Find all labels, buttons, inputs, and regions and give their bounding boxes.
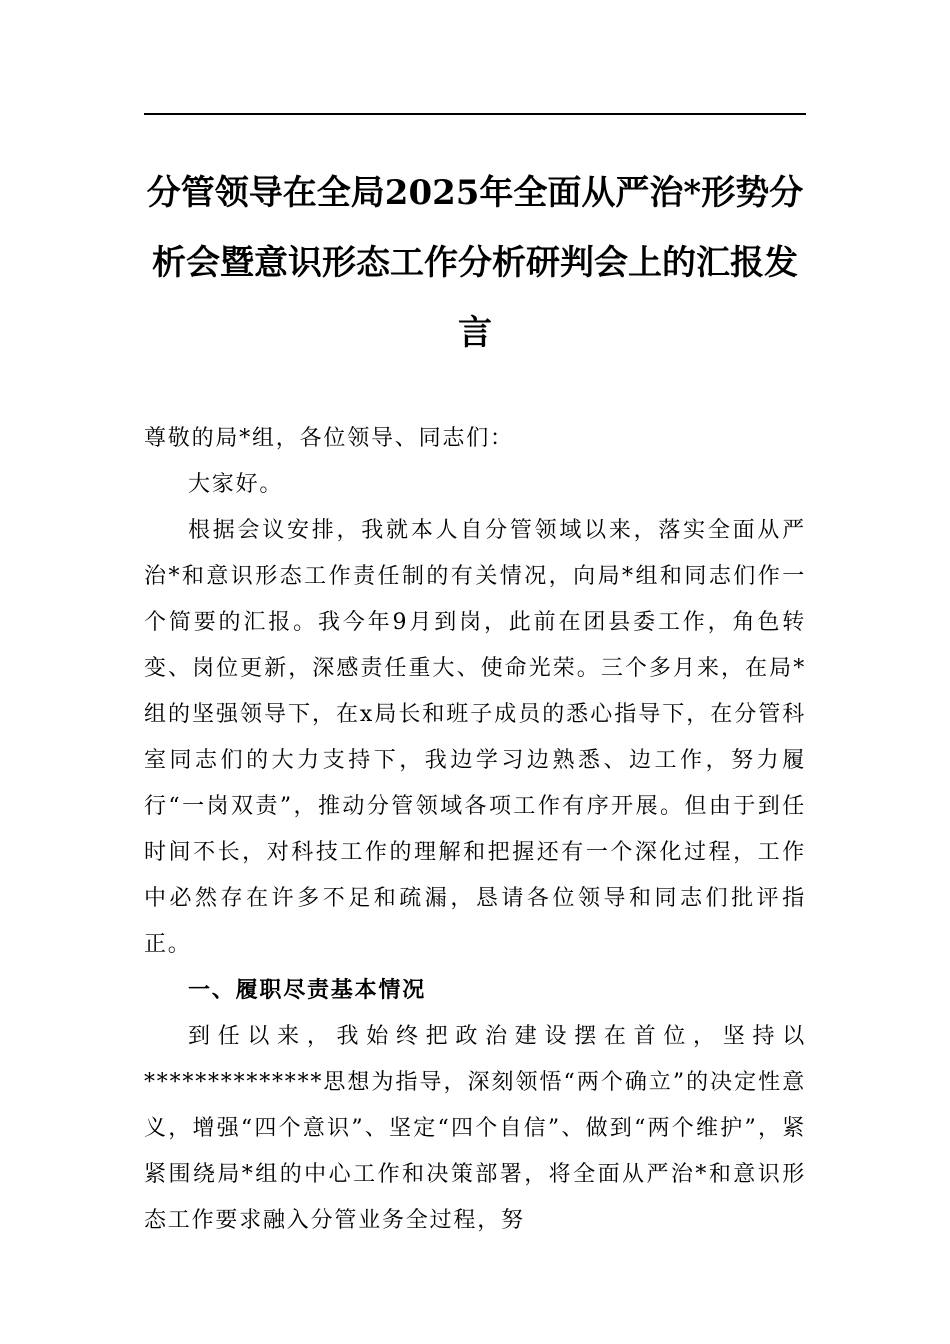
section-heading-1: 一、履职尽责基本情况 [188, 978, 427, 1003]
header-rule [144, 113, 806, 115]
paragraph-intro: 根据会议安排，我就本人自分管领域以来，落实全面从严治*和意识形态工作责任制的有关情况，向局*组和同志们作一个简要的汇报。我今年9月到岗，此前在团县委工作，角色转变、岗位更新，深感责任重大、使命光荣。三个多月来，在局*组的坚强领导下，在x局长和班子成员的悉心指导下，在分管科室同志们的大力支持下，我边学习边熟悉、边工作，努力履行“一岗双责”，推动分管领域各项工作有序开展。但由于到任时间不长，对科技工作的理解和把握还有一个深化过程，工作中必然存在许多不足和疏漏，恳请各位领导和同志们批评指正。 [144, 518, 806, 957]
greeting: 大家好。 [188, 472, 284, 497]
document-body [144, 416, 806, 1244]
salutation: 尊敬的局*组，各位领导、同志们： [144, 426, 514, 451]
paragraph-section-1: 到任以来，我始终把政治建设摆在首位，坚持以**************思想为指导，深刻领悟“两个确立”的决定性意义，增强“四个意识”、坚定“四个自信”、做到“两个维护”，紧紧围绕局*组的中心工作和决策部署，将全面从严治*和意识形态工作要求融入分管业务全过程，努 [144, 1024, 806, 1233]
document-title: 分管领导在全局2025年全面从严治*形势分析会暨意识形态工作分析研判会上的汇报发言 [146, 173, 804, 353]
